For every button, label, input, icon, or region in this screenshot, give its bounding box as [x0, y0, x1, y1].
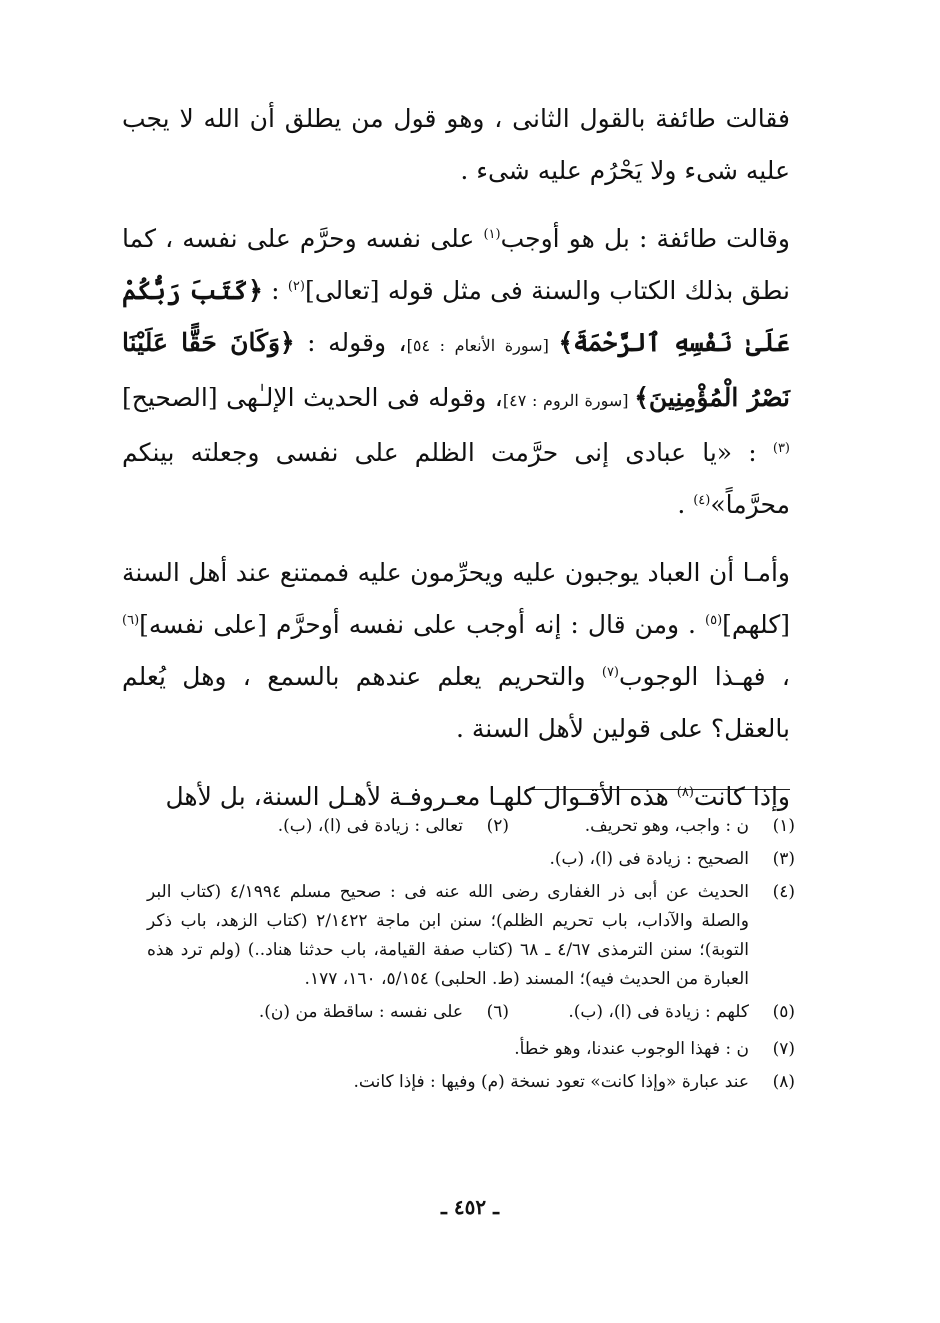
footnote-number: (٤) — [772, 882, 795, 902]
footnote-marker[interactable]: (١) — [483, 227, 501, 242]
footnote-7 — [147, 1035, 795, 1064]
text-span: ، وقوله فى الحديث الإلـٰهى [الصحيح] — [122, 383, 503, 412]
footnote-text: كلهم : زيادة فى (ا)، (ب). — [568, 1002, 749, 1022]
text-span: وقالت طائفة : بل هو أوجب — [500, 224, 790, 253]
footnote-marker[interactable]: (٣) — [772, 441, 790, 456]
footnote-divider — [526, 789, 790, 790]
footnote-row-5-6 — [147, 998, 795, 1027]
hadith-quote: : «يا عبادى إنى حرَّمت الظلم على نفسى وجعلته بينكم محرَّماً» — [122, 438, 790, 519]
text-span: : — [262, 276, 288, 305]
text-span: على نفسه وحرَّم على نفسه ، كما نطق بذلك الكتاب والسنة فى مثل قوله [تعالى] — [122, 224, 790, 305]
text-span: وأمـا أن العباد يوجبون عليه ويحرِّمون عليه فممتنع عند أهل السنة [كلهم] — [122, 558, 790, 639]
footnote-text: ن : واجب، وهو تحريف. — [584, 816, 749, 836]
footnote-text: الحديث عن أبى ذر الغفارى رضى الله عنه فى : صحيح مسلم ٤/١٩٩٤ (كتاب البر والصلة والآداب، باب تحريم الظلم)؛ سنن ابن ماجة ٢/١٤٢٢ (كتاب الزهد، باب ذكر التوبة)؛ سنن الترمذى ٤/٦٧ ـ ٦٨ (كتاب صفة القيامة، باب حدثنا هناد..) (ولم ترد هذه العبارة من الحديث فيه)؛ المسند (ط. الحلبى) ٥/١٥٤، ١٦٠، ١٧٧. — [147, 882, 749, 989]
footnote-text: الصحيح : زيادة فى (ا)، (ب). — [549, 849, 749, 869]
footnote-number: (٢) — [486, 816, 509, 836]
paragraph-1 — [122, 93, 790, 197]
footnote-text: ن : فهذا الوجوب عندنا، وهو خطأ. — [514, 1039, 749, 1059]
footnote-marker[interactable]: (٧) — [601, 665, 619, 680]
text-span: ، وقوله : — [294, 328, 407, 357]
footnote-text: عند عبارة «وإذا كانت» تعود نسخة (م) وفيها : فإذا كانت. — [353, 1072, 749, 1092]
page-number: ـ ٤٥٢ ـ — [441, 1195, 499, 1219]
footnote-number: (٨) — [772, 1072, 795, 1092]
text-span: ، فهـذا الوجوب — [619, 662, 790, 691]
footnote-6 — [259, 998, 509, 1027]
footnote-number: (١) — [772, 816, 795, 836]
footnote-marker[interactable]: (٤) — [693, 493, 711, 508]
footnote-marker[interactable]: (٨) — [676, 785, 694, 800]
text-span: هذه الأقـوال كلهـا معـروفـة لأهـل السنة، بل لأهل — [165, 782, 677, 811]
quran-verse: ﴿وَكَانَ حَقًّا عَلَيْنَا نَصْرُ الْمُؤْمِنِينَ﴾ — [122, 328, 790, 412]
text-span: والتحريم يعلم عندهم بالسمع ، وهل يُعلم بالعقل؟ على قولين لأهل السنة . — [122, 662, 790, 743]
paragraph-1-text: فقالت طائفة بالقول الثانى ، وهو قول من يطلق أن الله لا يجب عليه شىء ولا يَحْرُم عليه شىء . — [122, 104, 790, 185]
footnote-8 — [147, 1068, 795, 1097]
quran-verse: ﴿كَتَبَ رَبُّكُمْ عَلَىٰ نَفْسِهِ ٱلرَّحْمَةَ﴾ — [122, 276, 791, 357]
footnote-3 — [147, 845, 795, 874]
footnote-marker[interactable]: (٢) — [287, 279, 305, 294]
footnotes — [147, 812, 795, 1101]
text-span: . — [677, 490, 694, 519]
footnote-row-1-2 — [147, 812, 795, 841]
footnote-number: (٥) — [772, 1002, 795, 1022]
footnote-marker[interactable]: (٦) — [122, 613, 140, 628]
surah-reference: [سورة الروم : ٤٧] — [502, 391, 635, 410]
footnote-number: (٣) — [772, 849, 795, 869]
footnote-marker[interactable]: (٥) — [705, 613, 723, 628]
footnote-4 — [147, 878, 795, 994]
footnote-number: (٧) — [772, 1039, 795, 1059]
footnote-text: تعالى : زيادة فى (ا)، (ب). — [277, 816, 463, 836]
surah-reference: [سورة الأنعام : ٥٤] — [406, 336, 559, 355]
footnote-text: على نفسه : ساقطة من (ن). — [258, 1002, 463, 1022]
text-span: وإذا كانت — [693, 782, 790, 811]
footnote-2 — [278, 812, 509, 841]
footnote-number: (٦) — [486, 1002, 509, 1022]
main-text — [122, 93, 790, 823]
paragraph-2 — [122, 213, 790, 531]
paragraph-3 — [122, 547, 790, 755]
text-span: . ومن قال : إنه أوجب على نفسه أوحرَّم [على نفسه] — [139, 610, 705, 639]
